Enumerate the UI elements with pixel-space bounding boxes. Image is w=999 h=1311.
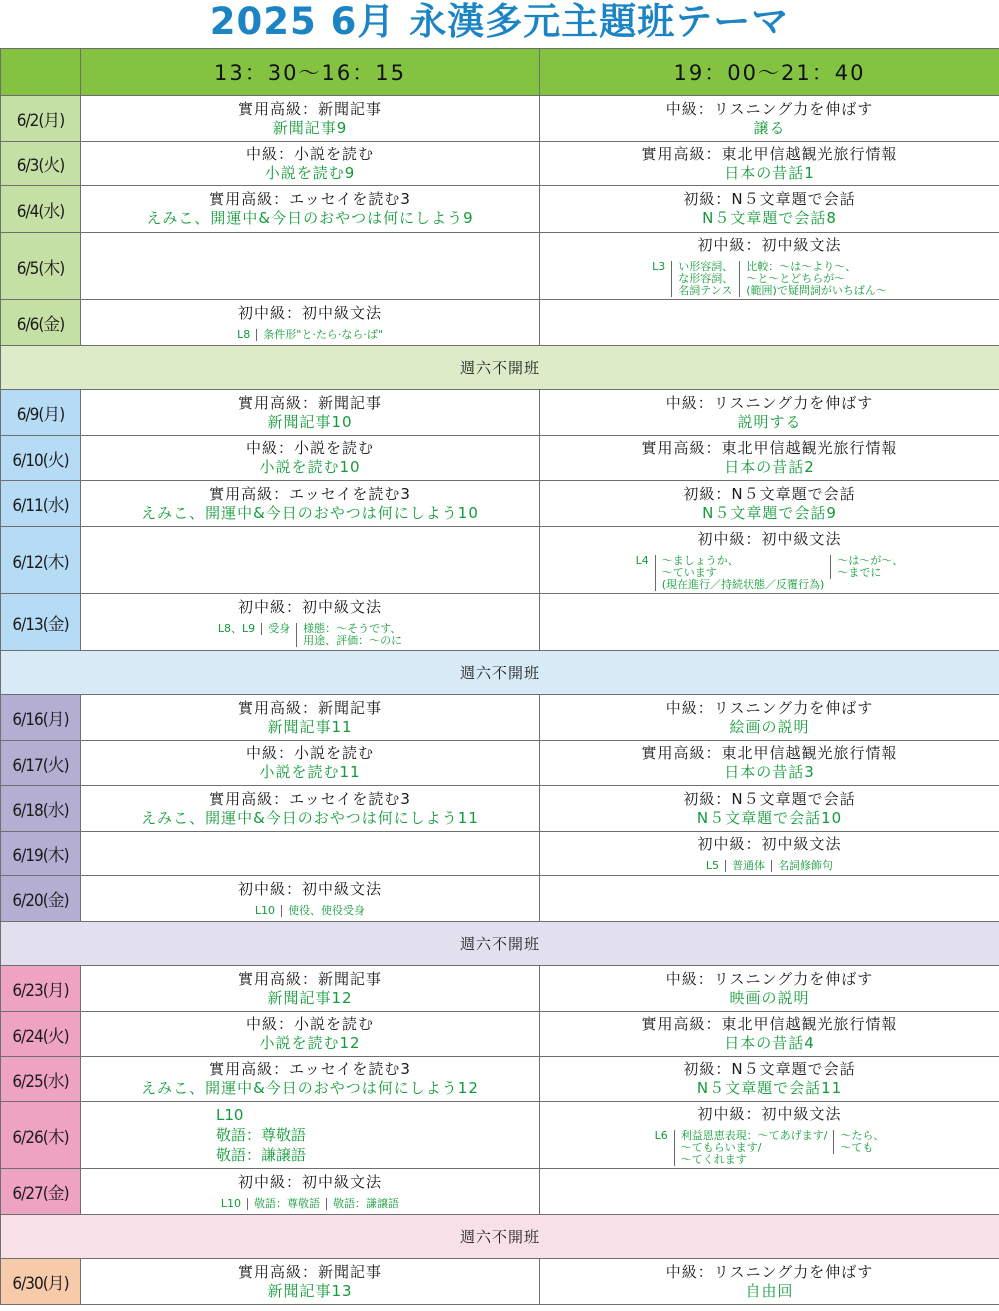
- evening-cell: [540, 233, 999, 300]
- grammar-point: 敬語：謙譲語: [326, 1198, 405, 1210]
- subject: 初中級：初中級文法: [237, 597, 382, 616]
- lesson-number: L3: [652, 259, 666, 273]
- topic: えみこ、開運中&今日のおやつは何にしよう10: [141, 503, 479, 522]
- afternoon-cell: [81, 1169, 540, 1215]
- date-cell: 6/16(月): [1, 695, 81, 741]
- subject: 實用高級：東北甲信越観光旅行情報: [641, 744, 898, 762]
- date-cell: 6/9(月): [1, 390, 81, 436]
- grammar-point: 使役、使役受身: [281, 905, 371, 917]
- evening-cell: [540, 1102, 999, 1169]
- topic: N５文章題で会話8: [702, 209, 837, 227]
- subject: 初級：N５文章題で会話: [683, 190, 856, 208]
- subject: 實用高級：エッセイを読む3: [209, 190, 411, 208]
- afternoon-cell: [81, 876, 540, 922]
- evening-cell: [540, 186, 999, 233]
- topic: 新聞記事9: [272, 118, 348, 137]
- topic: 日本の昔話2: [724, 458, 815, 476]
- topic: えみこ、開運中&今日のおやつは何にしよう11: [141, 808, 479, 827]
- subject: 初中級：初中級文法: [697, 834, 842, 853]
- topic: えみこ、開運中&今日のおやつは何にしよう12: [141, 1079, 479, 1097]
- table-row: [1, 527, 999, 594]
- topic: 説明する: [737, 412, 802, 431]
- grammar-point: ～は～が～、 ～までに: [830, 555, 909, 579]
- date-cell: 6/6(金): [1, 300, 81, 346]
- grammar-note: [249, 905, 371, 917]
- lesson-number: L8、L9: [217, 621, 256, 635]
- afternoon-cell: [81, 1057, 540, 1102]
- table-row: [1, 832, 999, 876]
- topic: N５文章題で会話10: [696, 808, 843, 827]
- afternoon-cell: [81, 966, 540, 1012]
- afternoon-cell: [81, 142, 540, 186]
- lesson-number: L10: [216, 1106, 244, 1124]
- header-slot-afternoon: 13：30〜16：15: [81, 49, 540, 96]
- date-cell: 6/11(水): [1, 481, 81, 527]
- afternoon-cell: [81, 96, 540, 142]
- evening-cell: [540, 300, 999, 346]
- table-row: [1, 233, 999, 300]
- subject: 實用高級：東北甲信越観光旅行情報: [641, 144, 898, 163]
- evening-cell: [540, 96, 999, 142]
- afternoon-cell: [81, 527, 540, 594]
- header-corner: [1, 49, 81, 96]
- date-cell: 6/5(木): [1, 233, 81, 300]
- evening-cell: [540, 876, 999, 922]
- evening-cell: [540, 695, 999, 741]
- closed-day-row: [1, 651, 999, 695]
- subject: 初中級：初中級文法: [697, 529, 842, 548]
- grammar-point: 敬語：謙譲語: [216, 1146, 307, 1164]
- evening-cell: [540, 594, 999, 651]
- grammar-point: 利益恩恵表現：～てあげます/ ～てもらいます/ ～てくれます: [674, 1130, 834, 1166]
- subject: 中級：リスニング力を伸ばす: [665, 1262, 874, 1281]
- subject: 中級：リスニング力を伸ばす: [665, 698, 874, 717]
- grammar-point: ～たら、 ～ても: [833, 1130, 890, 1154]
- subject: 中級：小説を読む: [245, 439, 374, 457]
- closed-day-row: [1, 1215, 999, 1259]
- schedule-table: [0, 48, 999, 1305]
- table-row: [1, 96, 999, 142]
- evening-cell: [540, 1169, 999, 1215]
- topic: 新聞記事11: [267, 717, 353, 736]
- table-row: [1, 481, 999, 527]
- subject: 實用高級：東北甲信越観光旅行情報: [641, 1015, 898, 1033]
- evening-cell: [540, 741, 999, 786]
- date-cell: 6/3(火): [1, 142, 81, 186]
- grammar-point: 普通体: [725, 860, 771, 872]
- subject: 初中級：初中級文法: [237, 1172, 382, 1191]
- date-cell: 6/23(月): [1, 966, 81, 1012]
- afternoon-cell: [81, 436, 540, 481]
- table-row: [1, 966, 999, 1012]
- date-cell: 6/27(金): [1, 1169, 81, 1215]
- grammar-point: 受身: [261, 623, 296, 635]
- grammar-point: い形容詞、 な形容詞、 名詞テンス: [671, 261, 739, 297]
- evening-cell: [540, 436, 999, 481]
- afternoon-cell: [81, 300, 540, 346]
- table-row: [1, 594, 999, 651]
- afternoon-cell: [81, 390, 540, 436]
- afternoon-cell: [81, 186, 540, 233]
- table-row: [1, 390, 999, 436]
- subject: 實用高級：東北甲信越観光旅行情報: [641, 439, 898, 457]
- subject: 實用高級：新聞記事: [237, 698, 382, 717]
- date-cell: 6/24(火): [1, 1012, 81, 1057]
- closed-day-label: 週六不開班: [1, 922, 999, 966]
- closed-day-label: 週六不開班: [1, 346, 999, 390]
- evening-cell: [540, 390, 999, 436]
- grammar-note: [646, 261, 893, 297]
- date-cell: 6/26(木): [1, 1102, 81, 1169]
- grammar-point: 比較：～は～より～、 ～と～とどちらが～ (範囲)で疑問詞がいちばん～: [739, 261, 893, 297]
- subject: 中級：小説を読む: [245, 144, 374, 163]
- afternoon-cell: [81, 1259, 540, 1305]
- subject: 中級：リスニング力を伸ばす: [665, 99, 874, 118]
- table-row: [1, 786, 999, 832]
- afternoon-cell: [81, 695, 540, 741]
- table-row: [1, 186, 999, 233]
- table-row: [1, 436, 999, 481]
- topic: 新聞記事12: [267, 988, 353, 1007]
- grammar-point: 名詞修飾句: [771, 860, 839, 872]
- grammar-note: [212, 623, 408, 647]
- evening-cell: [540, 1259, 999, 1305]
- subject: 實用高級：エッセイを読む3: [209, 484, 411, 503]
- lesson-number: L6: [654, 1128, 668, 1142]
- subject: 實用高級：エッセイを読む3: [209, 1060, 411, 1078]
- grammar-point: 敬語：尊敬語: [247, 1198, 326, 1210]
- topic: N５文章題で会話11: [696, 1079, 843, 1097]
- subject: 中級：小説を読む: [245, 1015, 374, 1033]
- date-cell: 6/2(月): [1, 96, 81, 142]
- evening-cell: [540, 832, 999, 876]
- closed-day-row: [1, 922, 999, 966]
- table-row: [1, 1169, 999, 1215]
- subject: 實用高級：新聞記事: [237, 99, 382, 118]
- date-cell: 6/19(木): [1, 832, 81, 876]
- topic: 小説を読む9: [264, 163, 356, 182]
- date-cell: 6/25(水): [1, 1057, 81, 1102]
- topic: 譲る: [753, 118, 786, 137]
- lesson-number: L10: [220, 1196, 242, 1210]
- topic: 小説を読む12: [259, 1034, 361, 1052]
- closed-day-label: 週六不開班: [1, 651, 999, 695]
- grammar-point: 敬語：尊敬語: [216, 1126, 307, 1144]
- grammar-note: [231, 329, 389, 341]
- afternoon-cell: [81, 594, 540, 651]
- evening-cell: [540, 142, 999, 186]
- subject: 初級：N５文章題で会話: [683, 1060, 856, 1078]
- date-cell: 6/13(金): [1, 594, 81, 651]
- grammar-point: ～ましょうか、 ～ています (現在進行／持続状態／反覆行為): [655, 555, 831, 591]
- date-cell: 6/17(火): [1, 741, 81, 786]
- table-row: [1, 741, 999, 786]
- subject: 初中級：初中級文法: [697, 1104, 842, 1123]
- lesson-number: L5: [705, 858, 720, 872]
- topic: 日本の昔話3: [724, 763, 815, 781]
- topic: 新聞記事13: [267, 1281, 353, 1300]
- date-cell: 6/4(水): [1, 186, 81, 233]
- subject: 初中級：初中級文法: [237, 879, 382, 898]
- topic: 新聞記事10: [267, 412, 353, 431]
- table-row: [1, 695, 999, 741]
- grammar-note: [215, 1198, 405, 1210]
- table-row: [1, 876, 999, 922]
- table-row: [1, 1259, 999, 1305]
- afternoon-cell: [81, 233, 540, 300]
- subject: 實用高級：新聞記事: [237, 1262, 382, 1281]
- subject: 中級：リスニング力を伸ばす: [665, 969, 874, 988]
- topic: 絵画の説明: [729, 717, 810, 736]
- grammar-note: [700, 860, 839, 872]
- afternoon-cell: [81, 786, 540, 832]
- afternoon-cell: [81, 481, 540, 527]
- evening-cell: [540, 1057, 999, 1102]
- grammar-note: [630, 555, 910, 591]
- table-row: [1, 1012, 999, 1057]
- subject: 實用高級：エッセイを読む3: [209, 789, 411, 808]
- table-row: [1, 1057, 999, 1102]
- table-row: [1, 1102, 999, 1169]
- topic: 自由回: [745, 1281, 794, 1300]
- header-slot-evening: 19：00〜21：40: [540, 49, 999, 96]
- evening-cell: [540, 481, 999, 527]
- lesson-number: L8: [237, 327, 251, 341]
- subject: 初中級：初中級文法: [237, 303, 382, 322]
- date-cell: 6/18(水): [1, 786, 81, 832]
- topic: 映画の説明: [729, 988, 810, 1007]
- subject: 中級：小説を読む: [245, 744, 374, 762]
- evening-cell: [540, 1012, 999, 1057]
- closed-day-row: [1, 346, 999, 390]
- afternoon-cell: [81, 1012, 540, 1057]
- afternoon-cell: [81, 832, 540, 876]
- afternoon-cell: [81, 741, 540, 786]
- subject: 初中級：初中級文法: [697, 235, 842, 254]
- subject: 初級：N５文章題で会話: [683, 484, 856, 503]
- lesson-number: L4: [635, 553, 649, 567]
- header-row: [1, 49, 999, 96]
- topic: 日本の昔話4: [724, 1034, 815, 1052]
- subject: 實用高級：新聞記事: [237, 393, 382, 412]
- subject: 初級：N５文章題で会話: [683, 789, 856, 808]
- topic: えみこ、開運中&今日のおやつは何にしよう9: [146, 209, 474, 227]
- grammar-note: [649, 1130, 891, 1166]
- subject: 中級：リスニング力を伸ばす: [665, 393, 874, 412]
- closed-day-label: 週六不開班: [1, 1215, 999, 1259]
- table-row: [1, 142, 999, 186]
- date-cell: 6/30(月): [1, 1259, 81, 1305]
- page-title: 2025 6月 永漢多元主題班テーマ: [209, 0, 790, 43]
- lesson-number: L10: [254, 903, 276, 917]
- topic: 日本の昔話1: [724, 163, 815, 182]
- afternoon-cell: [81, 1102, 540, 1169]
- grammar-point: 様態：～そうです、 用途、評価：～のに: [296, 623, 408, 647]
- evening-cell: [540, 527, 999, 594]
- grammar-point: 条件形"と·たら·なら·ば": [256, 329, 389, 341]
- evening-cell: [540, 966, 999, 1012]
- topic: N５文章題で会話9: [702, 503, 837, 522]
- subject: 實用高級：新聞記事: [237, 969, 382, 988]
- table-row: [1, 300, 999, 346]
- topic: 小説を読む11: [259, 763, 361, 781]
- date-cell: 6/10(火): [1, 436, 81, 481]
- topic: 小説を読む10: [259, 458, 361, 476]
- date-cell: 6/20(金): [1, 876, 81, 922]
- evening-cell: [540, 786, 999, 832]
- date-cell: 6/12(木): [1, 527, 81, 594]
